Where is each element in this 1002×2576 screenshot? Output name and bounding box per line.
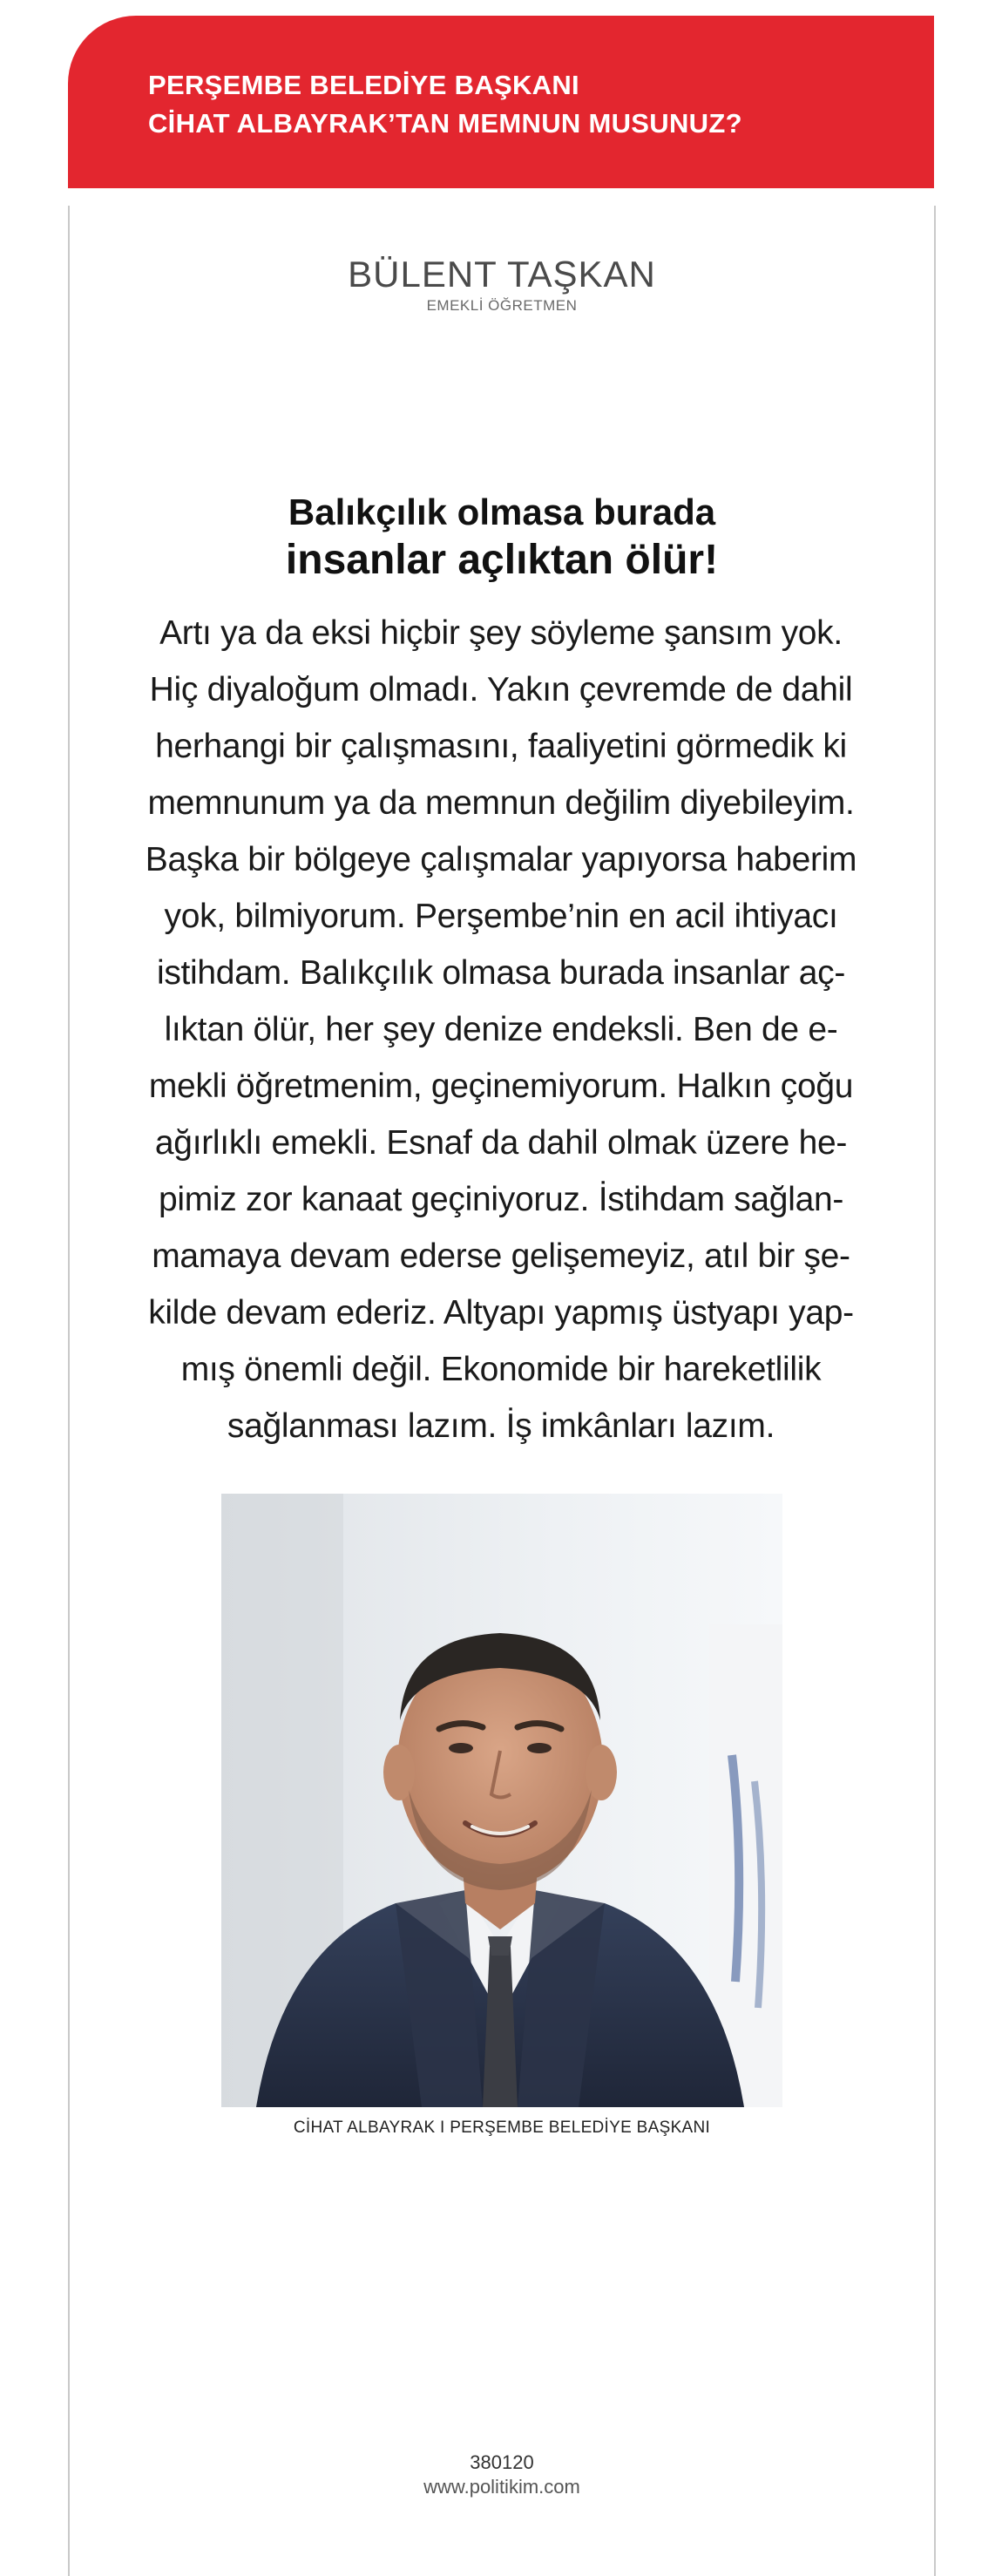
body-line: Başka bir bölgeye çalışmalar yapıyorsa haberim <box>145 841 857 878</box>
article-headline <box>70 490 934 586</box>
article-body <box>122 605 880 1454</box>
page-footer <box>70 2451 934 2499</box>
body-line: yok, bilmiyorum. Perşembe’nin en acil ihtiyacı <box>164 898 838 935</box>
body-line: mış önemli değil. Ekonomide bir hareketlilik <box>180 1351 822 1388</box>
headline-line-1: Balıkçılık olmasa burada <box>288 491 716 532</box>
photo-caption: CİHAT ALBAYRAK I PERŞEMBE BELEDİYE BAŞKANI <box>293 2118 711 2137</box>
body-line: mekli öğretmenim, geçinemiyorum. Halkın çoğu <box>148 1068 854 1105</box>
portrait-photo <box>221 1494 782 2107</box>
body-line: herhangi bir çalışmasını, faaliyetini görmedik ki <box>155 728 847 765</box>
body-line: istihdam. Balıkçılık olmasa burada insanlar aç- <box>156 954 846 992</box>
author-role: EMEKLİ ÖĞRETMEN <box>426 297 578 314</box>
footer-code: 380120 <box>470 2451 534 2473</box>
footer-website-link[interactable]: www.politikim.com <box>423 2476 580 2498</box>
banner-title-line-2: CİHAT ALBAYRAK’TAN MEMNUN MUSUNUZ? <box>148 108 742 139</box>
body-line: lıktan ölür, her şey denize endeksli. Ben de e- <box>164 1011 838 1048</box>
body-line: mamaya devam ederse gelişemeyiz, atıl bir şe- <box>152 1237 850 1275</box>
body-line: sağlanması lazım. İş imkânları lazım. <box>227 1407 775 1445</box>
author-byline <box>70 253 934 315</box>
author-name: BÜLENT TAŞKAN <box>348 254 656 295</box>
headline-line-2: insanlar açlıktan ölür! <box>285 537 719 583</box>
body-line: ağırlıklı emekli. Esnaf da dahil olmak üzere he- <box>154 1124 848 1162</box>
body-line: pimiz zor kanaat geçiniyoruz. İstihdam sağlan- <box>158 1181 844 1218</box>
body-line: kilde devam ederiz. Altyapı yapmış üstyapı yap- <box>148 1294 854 1332</box>
header-banner <box>68 16 934 188</box>
body-line: memnunum ya da memnun değilim diyebileyim. <box>147 784 855 822</box>
banner-title-line-1: PERŞEMBE BELEDİYE BAŞKANI <box>148 70 579 100</box>
body-line: Artı ya da eksi hiçbir şey söyleme şansım yok. <box>159 614 843 652</box>
body-line: Hiç diyaloğum olmadı. Yakın çevremde de dahil <box>149 671 853 708</box>
frame-right-rule <box>934 206 936 2576</box>
